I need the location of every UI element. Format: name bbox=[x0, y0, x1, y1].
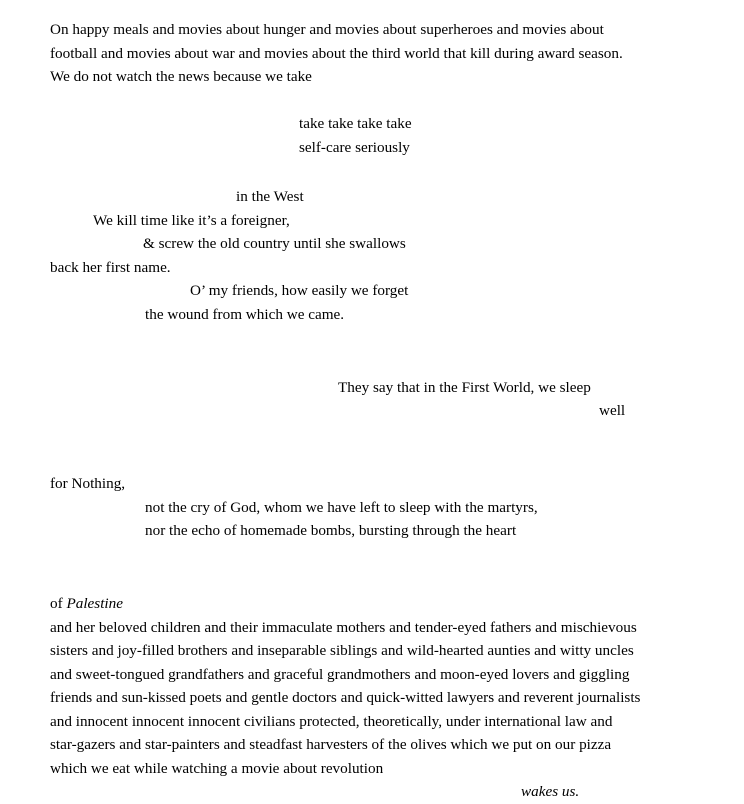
poem-stanza-4 bbox=[50, 376, 694, 423]
poem-line: and innocent innocent innocent civilians protected, theoretically, under international law and bbox=[50, 712, 613, 730]
poem-line-wakes-us: wakes us. bbox=[521, 783, 580, 800]
poem-line: well bbox=[599, 402, 626, 419]
poem-line: the wound from which we came. bbox=[145, 305, 345, 323]
stanza-gap bbox=[50, 423, 694, 449]
poem-line: football and movies about war and movies about the third world that kill during award season. bbox=[50, 44, 623, 62]
poem-line: back her first name. bbox=[50, 258, 171, 276]
poem-stanza-3 bbox=[50, 185, 694, 326]
stanza-gap bbox=[50, 89, 694, 113]
stanza-gap bbox=[50, 326, 694, 352]
poem-line: sisters and joy-filled brothers and inseparable siblings and wild-hearted aunties and witty uncles bbox=[50, 642, 634, 659]
poem-stanza-6 bbox=[50, 592, 694, 780]
poem-line: self-care seriously bbox=[299, 138, 410, 156]
stanza-gap bbox=[50, 449, 694, 473]
poem-stanza-1 bbox=[50, 18, 694, 89]
poem-line: On happy meals and movies about hunger and movies about superheroes and movies about bbox=[50, 21, 604, 38]
poem-line-of-palestine bbox=[50, 592, 694, 616]
stanza-gap bbox=[50, 543, 694, 569]
poem-line: We do not watch the news because we take bbox=[50, 68, 312, 85]
poem-stanza-7 bbox=[50, 780, 694, 804]
lead-italic: Palestine bbox=[66, 595, 123, 612]
poem-line: nor the echo of homemade bombs, bursting through the heart bbox=[145, 522, 517, 539]
poem-line: and sweet-tongued grandfathers and graceful grandmothers and moon-eyed lovers and giggling bbox=[50, 665, 630, 683]
poem-line: star-gazers and star-painters and steadfast harvesters of the olives which we put on our pizza bbox=[50, 736, 612, 753]
lead-plain: of bbox=[50, 595, 67, 612]
stanza-gap bbox=[50, 352, 694, 376]
poem-line: O’ my friends, how easily we forget bbox=[190, 282, 409, 299]
stanza-gap bbox=[50, 159, 694, 185]
poem-line: & screw the old country until she swallows bbox=[143, 235, 406, 252]
poem-line: which we eat while watching a movie about revolution bbox=[50, 759, 384, 777]
poem-line: We kill time like it’s a foreigner, bbox=[93, 211, 290, 229]
poem-stanza-5 bbox=[50, 472, 694, 543]
poem-line: take take take take bbox=[299, 115, 412, 132]
poem-line: and her beloved children and their immaculate mothers and tender-eyed fathers and mischievous bbox=[50, 618, 637, 636]
poem-line: friends and sun-kissed poets and gentle doctors and quick-witted lawyers and reverent journalists bbox=[50, 689, 641, 706]
poem-line: for Nothing, bbox=[50, 475, 126, 492]
poem-line: They say that in the First World, we sleep bbox=[338, 378, 591, 396]
poem-line: not the cry of God, whom we have left to sleep with the martyrs, bbox=[145, 498, 538, 516]
poem-line: in the West bbox=[236, 188, 304, 205]
poem-stanza-2 bbox=[50, 112, 694, 159]
stanza-gap bbox=[50, 569, 694, 593]
